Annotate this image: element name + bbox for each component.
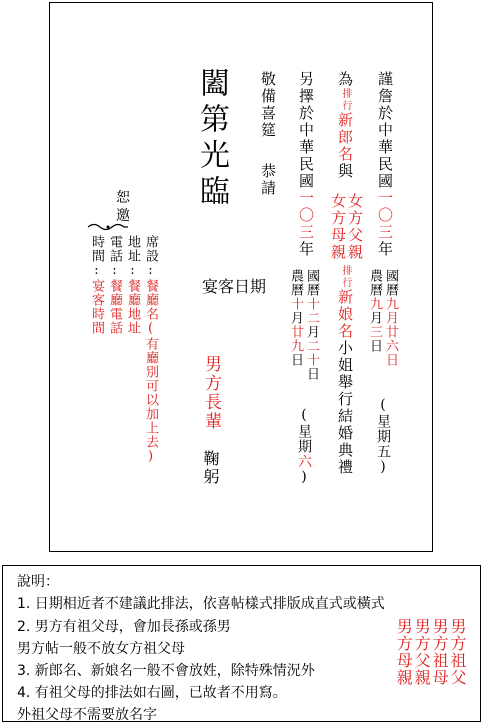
respect-line: 恭請 xyxy=(259,163,277,197)
notes-box xyxy=(2,565,481,722)
note-item: 外祖父母不需要放名字 xyxy=(17,707,157,723)
notes-heading: 說明： xyxy=(17,574,59,590)
page-title: 闔第光臨 xyxy=(194,67,229,211)
bride-father: 女方父親 xyxy=(346,193,364,261)
banquet-line: 敬備喜筵 xyxy=(259,71,277,139)
note-item: 2. 男方有祖父母，會加長孫或孫男 xyxy=(17,619,231,635)
detail-venue: 席設:餐廳名(有廳別可以加上去) xyxy=(143,235,158,465)
solar-date-1: 國曆九月廿六日 xyxy=(383,269,398,367)
banquet-date-label: 宴客日期 xyxy=(202,277,267,296)
diagram-col: 男方祖母 xyxy=(430,618,450,686)
lunar-date-2: 農曆十月廿九日 xyxy=(288,269,303,367)
weekday-2: (星期六) xyxy=(296,407,312,486)
solar-date-2: 國曆十二月二十日 xyxy=(304,269,319,381)
weekday-1: (星期五) xyxy=(375,397,391,476)
date-line-2: 另擇於中華民國一〇三年 xyxy=(297,71,315,258)
diagram-col: 男方父親 xyxy=(412,618,432,686)
lunar-date-1: 農曆九月三日 xyxy=(367,269,382,353)
note-item: 4. 有祖父母的排法如右圖，已故者不用寫。 xyxy=(17,685,287,701)
diagram-col: 男方母親 xyxy=(394,618,414,686)
bride-line: 排行新娘名小姐舉行結婚典禮 xyxy=(336,265,354,476)
note-item: 男方帖一般不放女方祖父母 xyxy=(17,641,185,657)
invitation-card xyxy=(49,2,433,552)
detail-time: 時間:宴客時間 xyxy=(89,235,104,335)
rsvp-label-2: 邀 xyxy=(116,208,130,224)
couple-line: 為排行新郎名與 xyxy=(336,71,354,180)
host-bow: 鞠躬 xyxy=(201,450,220,486)
host-name: 男方長輩 xyxy=(201,355,221,431)
rsvp-label-1: 恕 xyxy=(116,190,130,206)
bride-mother: 女方母親 xyxy=(329,193,347,261)
diagram-col: 男方祖父 xyxy=(448,618,467,686)
date-line-1: 謹詹於中華民國一〇三年 xyxy=(376,71,394,258)
grandparents-diagram xyxy=(394,618,466,686)
detail-phone: 電話:餐廳電話 xyxy=(107,235,122,335)
detail-address: 地址:餐廳地址 xyxy=(125,235,140,335)
note-item: 1. 日期相近者不建議此排法，依喜帖樣式排版成直式或橫式 xyxy=(17,596,385,612)
ornament-icon xyxy=(86,222,130,232)
note-item: 3. 新郎名、新娘名一般不會放姓，除特殊情況外 xyxy=(17,663,315,679)
